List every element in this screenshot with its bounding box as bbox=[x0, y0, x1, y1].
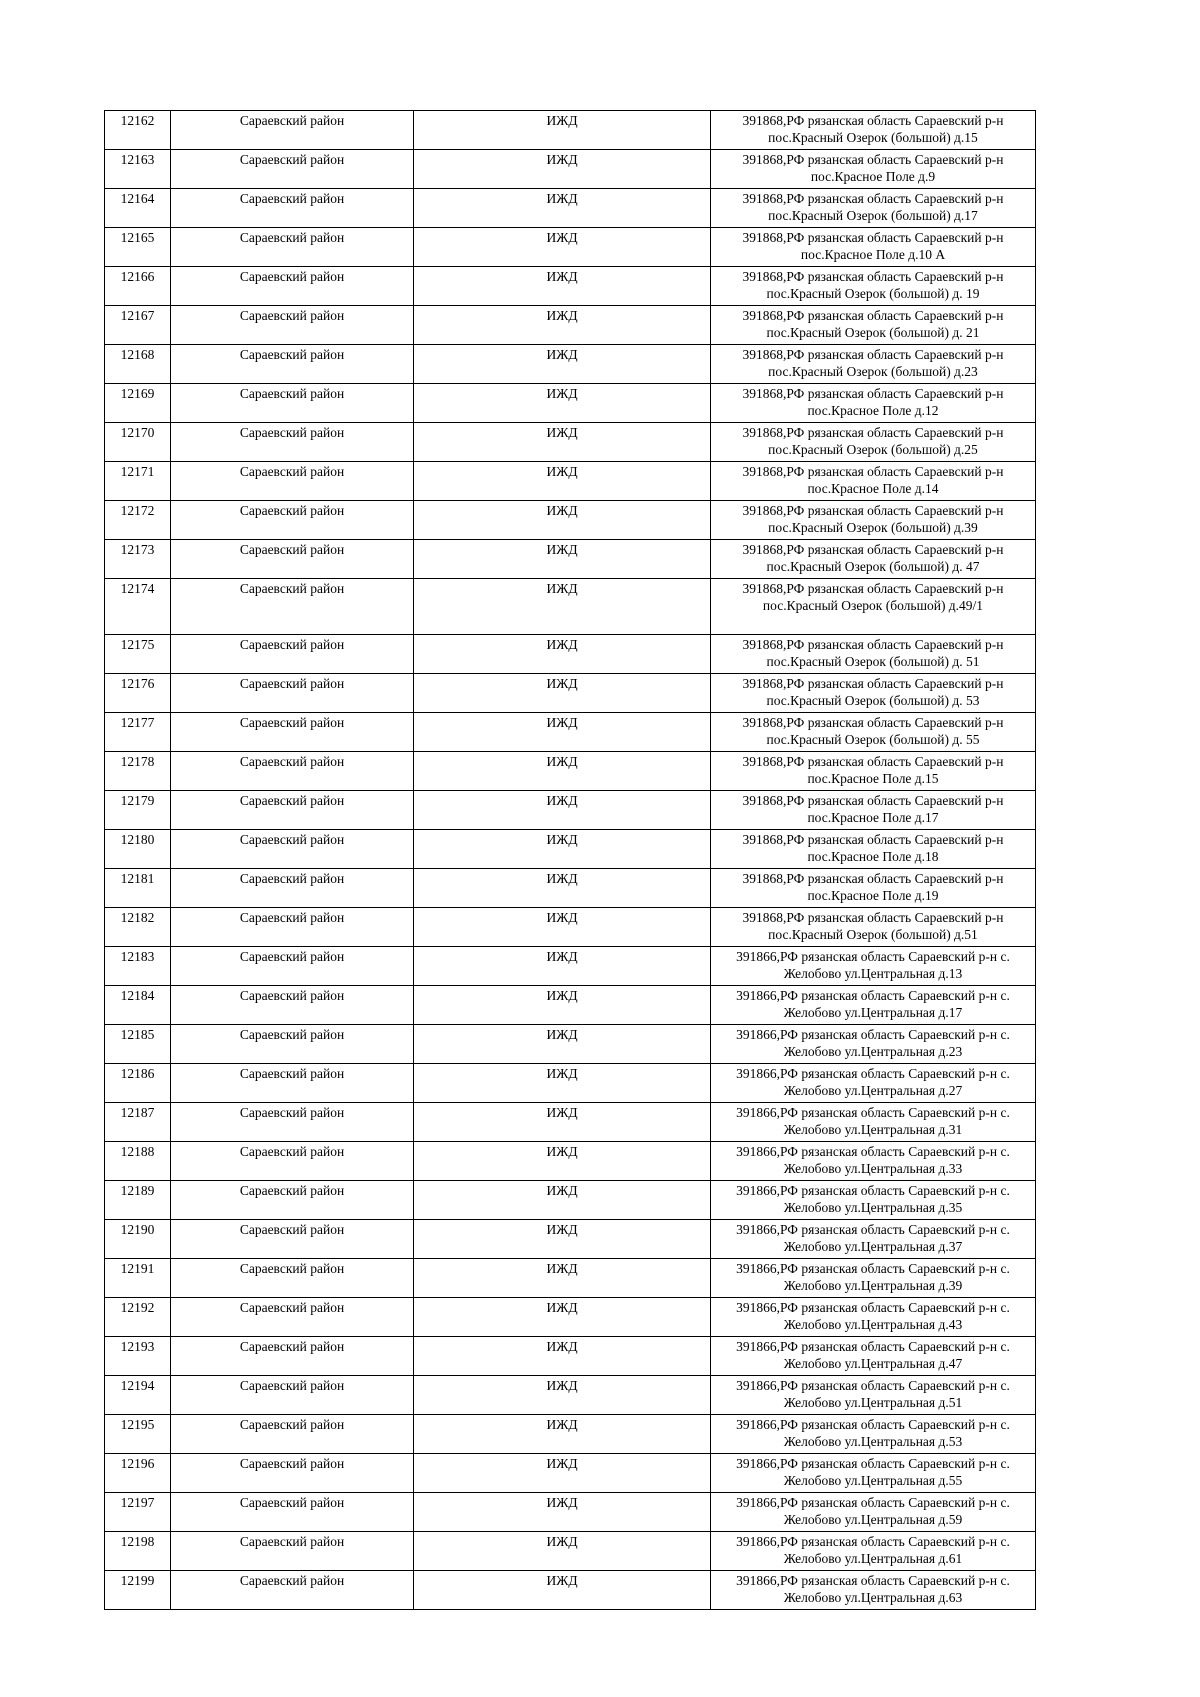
housing-type-cell: ИЖД bbox=[414, 674, 711, 713]
row-number-cell: 12184 bbox=[105, 986, 171, 1025]
housing-type-cell: ИЖД bbox=[414, 713, 711, 752]
district-cell: Сараевский район bbox=[171, 713, 414, 752]
table-row bbox=[105, 674, 1036, 713]
housing-type-cell: ИЖД bbox=[414, 1181, 711, 1220]
housing-type-cell: ИЖД bbox=[414, 830, 711, 869]
row-number-cell: 12188 bbox=[105, 1142, 171, 1181]
housing-type-cell: ИЖД bbox=[414, 986, 711, 1025]
district-cell: Сараевский район bbox=[171, 540, 414, 579]
district-cell: Сараевский район bbox=[171, 228, 414, 267]
row-number-cell: 12197 bbox=[105, 1493, 171, 1532]
district-cell: Сараевский район bbox=[171, 1376, 414, 1415]
row-number-cell: 12194 bbox=[105, 1376, 171, 1415]
table-row bbox=[105, 1298, 1036, 1337]
housing-type-cell: ИЖД bbox=[414, 635, 711, 674]
table-row bbox=[105, 1103, 1036, 1142]
district-cell: Сараевский район bbox=[171, 1298, 414, 1337]
table-row bbox=[105, 713, 1036, 752]
address-cell: 391868,РФ рязанская область Сараевский р-н пос.Красный Озерок (большой) д.15 bbox=[711, 111, 1036, 150]
district-cell: Сараевский район bbox=[171, 423, 414, 462]
row-number-cell: 12199 bbox=[105, 1571, 171, 1610]
table-row bbox=[105, 1571, 1036, 1610]
district-cell: Сараевский район bbox=[171, 267, 414, 306]
district-cell: Сараевский район bbox=[171, 1415, 414, 1454]
district-cell: Сараевский район bbox=[171, 1025, 414, 1064]
row-number-cell: 12198 bbox=[105, 1532, 171, 1571]
table-row bbox=[105, 462, 1036, 501]
row-number-cell: 12192 bbox=[105, 1298, 171, 1337]
address-cell: 391868,РФ рязанская область Сараевский р-н пос.Красный Озерок (большой) д.49/1 bbox=[711, 579, 1036, 635]
row-number-cell: 12168 bbox=[105, 345, 171, 384]
district-cell: Сараевский район bbox=[171, 579, 414, 635]
housing-type-cell: ИЖД bbox=[414, 1337, 711, 1376]
address-cell: 391866,РФ рязанская область Сараевский р-н с. Желобово ул.Центральная д.23 bbox=[711, 1025, 1036, 1064]
housing-type-cell: ИЖД bbox=[414, 1220, 711, 1259]
district-cell: Сараевский район bbox=[171, 1142, 414, 1181]
housing-type-cell: ИЖД bbox=[414, 1103, 711, 1142]
housing-type-cell: ИЖД bbox=[414, 752, 711, 791]
address-cell: 391868,РФ рязанская область Сараевский р-н пос.Красный Озерок (большой) д. 55 bbox=[711, 713, 1036, 752]
table-row bbox=[105, 501, 1036, 540]
district-cell: Сараевский район bbox=[171, 1493, 414, 1532]
row-number-cell: 12193 bbox=[105, 1337, 171, 1376]
table-row bbox=[105, 150, 1036, 189]
housing-type-cell: ИЖД bbox=[414, 1025, 711, 1064]
table-row bbox=[105, 791, 1036, 830]
address-cell: 391866,РФ рязанская область Сараевский р-н с. Желобово ул.Центральная д.39 bbox=[711, 1259, 1036, 1298]
address-cell: 391868,РФ рязанская область Сараевский р-н пос.Красное Поле д.12 bbox=[711, 384, 1036, 423]
table-row bbox=[105, 1415, 1036, 1454]
address-cell: 391866,РФ рязанская область Сараевский р-н с. Желобово ул.Центральная д.27 bbox=[711, 1064, 1036, 1103]
address-cell: 391866,РФ рязанская область Сараевский р-н с. Желобово ул.Центральная д.31 bbox=[711, 1103, 1036, 1142]
address-cell: 391866,РФ рязанская область Сараевский р-н с. Желобово ул.Центральная д.51 bbox=[711, 1376, 1036, 1415]
table-row bbox=[105, 1337, 1036, 1376]
row-number-cell: 12191 bbox=[105, 1259, 171, 1298]
table-row bbox=[105, 1454, 1036, 1493]
district-cell: Сараевский район bbox=[171, 384, 414, 423]
district-cell: Сараевский район bbox=[171, 1220, 414, 1259]
row-number-cell: 12164 bbox=[105, 189, 171, 228]
address-cell: 391866,РФ рязанская область Сараевский р-н с. Желобово ул.Центральная д.13 bbox=[711, 947, 1036, 986]
table-row bbox=[105, 1142, 1036, 1181]
housing-type-cell: ИЖД bbox=[414, 423, 711, 462]
address-cell: 391868,РФ рязанская область Сараевский р-н пос.Красное Поле д.17 bbox=[711, 791, 1036, 830]
district-cell: Сараевский район bbox=[171, 752, 414, 791]
row-number-cell: 12169 bbox=[105, 384, 171, 423]
housing-type-cell: ИЖД bbox=[414, 384, 711, 423]
table-row bbox=[105, 1181, 1036, 1220]
document-page bbox=[104, 110, 1036, 1610]
housing-type-cell: ИЖД bbox=[414, 1376, 711, 1415]
table-body bbox=[105, 111, 1036, 1610]
address-cell: 391868,РФ рязанская область Сараевский р-н пос.Красный Озерок (большой) д. 53 bbox=[711, 674, 1036, 713]
district-cell: Сараевский район bbox=[171, 791, 414, 830]
table-row bbox=[105, 1259, 1036, 1298]
housing-type-cell: ИЖД bbox=[414, 869, 711, 908]
district-cell: Сараевский район bbox=[171, 1103, 414, 1142]
housing-type-cell: ИЖД bbox=[414, 947, 711, 986]
housing-type-cell: ИЖД bbox=[414, 1571, 711, 1610]
housing-type-cell: ИЖД bbox=[414, 1298, 711, 1337]
district-cell: Сараевский район bbox=[171, 1259, 414, 1298]
table-row bbox=[105, 908, 1036, 947]
table-row bbox=[105, 579, 1036, 635]
district-cell: Сараевский район bbox=[171, 1181, 414, 1220]
housing-type-cell: ИЖД bbox=[414, 908, 711, 947]
row-number-cell: 12170 bbox=[105, 423, 171, 462]
table-row bbox=[105, 423, 1036, 462]
row-number-cell: 12187 bbox=[105, 1103, 171, 1142]
row-number-cell: 12162 bbox=[105, 111, 171, 150]
housing-type-cell: ИЖД bbox=[414, 1259, 711, 1298]
table-row bbox=[105, 635, 1036, 674]
row-number-cell: 12167 bbox=[105, 306, 171, 345]
address-cell: 391868,РФ рязанская область Сараевский р-н пос.Красный Озерок (большой) д.23 bbox=[711, 345, 1036, 384]
district-cell: Сараевский район bbox=[171, 1571, 414, 1610]
district-cell: Сараевский район bbox=[171, 462, 414, 501]
row-number-cell: 12174 bbox=[105, 579, 171, 635]
housing-type-cell: ИЖД bbox=[414, 501, 711, 540]
housing-type-cell: ИЖД bbox=[414, 1064, 711, 1103]
housing-type-cell: ИЖД bbox=[414, 345, 711, 384]
row-number-cell: 12179 bbox=[105, 791, 171, 830]
row-number-cell: 12171 bbox=[105, 462, 171, 501]
table-row bbox=[105, 540, 1036, 579]
address-cell: 391866,РФ рязанская область Сараевский р-н с. Желобово ул.Центральная д.55 bbox=[711, 1454, 1036, 1493]
housing-type-cell: ИЖД bbox=[414, 791, 711, 830]
district-cell: Сараевский район bbox=[171, 908, 414, 947]
row-number-cell: 12186 bbox=[105, 1064, 171, 1103]
row-number-cell: 12177 bbox=[105, 713, 171, 752]
housing-type-cell: ИЖД bbox=[414, 1493, 711, 1532]
address-cell: 391868,РФ рязанская область Сараевский р-н пос.Красный Озерок (большой) д. 19 bbox=[711, 267, 1036, 306]
row-number-cell: 12185 bbox=[105, 1025, 171, 1064]
district-cell: Сараевский район bbox=[171, 830, 414, 869]
address-cell: 391866,РФ рязанская область Сараевский р-н с. Желобово ул.Центральная д.59 bbox=[711, 1493, 1036, 1532]
row-number-cell: 12195 bbox=[105, 1415, 171, 1454]
district-cell: Сараевский район bbox=[171, 345, 414, 384]
district-cell: Сараевский район bbox=[171, 674, 414, 713]
address-cell: 391866,РФ рязанская область Сараевский р-н с. Желобово ул.Центральная д.33 bbox=[711, 1142, 1036, 1181]
housing-type-cell: ИЖД bbox=[414, 462, 711, 501]
table-row bbox=[105, 228, 1036, 267]
address-cell: 391868,РФ рязанская область Сараевский р-н пос.Красное Поле д.19 bbox=[711, 869, 1036, 908]
property-table bbox=[104, 110, 1036, 1610]
district-cell: Сараевский район bbox=[171, 501, 414, 540]
table-row bbox=[105, 1220, 1036, 1259]
row-number-cell: 12189 bbox=[105, 1181, 171, 1220]
row-number-cell: 12175 bbox=[105, 635, 171, 674]
row-number-cell: 12180 bbox=[105, 830, 171, 869]
district-cell: Сараевский район bbox=[171, 306, 414, 345]
address-cell: 391868,РФ рязанская область Сараевский р-н пос.Красное Поле д.9 bbox=[711, 150, 1036, 189]
table-row bbox=[105, 384, 1036, 423]
address-cell: 391868,РФ рязанская область Сараевский р-н пос.Красный Озерок (большой) д.17 bbox=[711, 189, 1036, 228]
district-cell: Сараевский район bbox=[171, 189, 414, 228]
address-cell: 391866,РФ рязанская область Сараевский р-н с. Желобово ул.Центральная д.47 bbox=[711, 1337, 1036, 1376]
table-row bbox=[105, 986, 1036, 1025]
housing-type-cell: ИЖД bbox=[414, 189, 711, 228]
address-cell: 391868,РФ рязанская область Сараевский р-н пос.Красный Озерок (большой) д. 47 bbox=[711, 540, 1036, 579]
address-cell: 391868,РФ рязанская область Сараевский р-н пос.Красный Озерок (большой) д.39 bbox=[711, 501, 1036, 540]
district-cell: Сараевский район bbox=[171, 986, 414, 1025]
address-cell: 391868,РФ рязанская область Сараевский р-н пос.Красный Озерок (большой) д.25 bbox=[711, 423, 1036, 462]
address-cell: 391866,РФ рязанская область Сараевский р-н с. Желобово ул.Центральная д.37 bbox=[711, 1220, 1036, 1259]
row-number-cell: 12173 bbox=[105, 540, 171, 579]
table-row bbox=[105, 830, 1036, 869]
row-number-cell: 12176 bbox=[105, 674, 171, 713]
district-cell: Сараевский район bbox=[171, 111, 414, 150]
housing-type-cell: ИЖД bbox=[414, 1415, 711, 1454]
district-cell: Сараевский район bbox=[171, 869, 414, 908]
housing-type-cell: ИЖД bbox=[414, 228, 711, 267]
row-number-cell: 12182 bbox=[105, 908, 171, 947]
row-number-cell: 12165 bbox=[105, 228, 171, 267]
housing-type-cell: ИЖД bbox=[414, 306, 711, 345]
address-cell: 391868,РФ рязанская область Сараевский р-н пос.Красное Поле д.10 А bbox=[711, 228, 1036, 267]
district-cell: Сараевский район bbox=[171, 1337, 414, 1376]
address-cell: 391866,РФ рязанская область Сараевский р-н с. Желобово ул.Центральная д.63 bbox=[711, 1571, 1036, 1610]
table-row bbox=[105, 1025, 1036, 1064]
address-cell: 391866,РФ рязанская область Сараевский р-н с. Желобово ул.Центральная д.53 bbox=[711, 1415, 1036, 1454]
row-number-cell: 12196 bbox=[105, 1454, 171, 1493]
table-row bbox=[105, 111, 1036, 150]
table-row bbox=[105, 306, 1036, 345]
address-cell: 391868,РФ рязанская область Сараевский р-н пос.Красный Озерок (большой) д. 21 bbox=[711, 306, 1036, 345]
address-cell: 391866,РФ рязанская область Сараевский р-н с. Желобово ул.Центральная д.43 bbox=[711, 1298, 1036, 1337]
housing-type-cell: ИЖД bbox=[414, 111, 711, 150]
row-number-cell: 12172 bbox=[105, 501, 171, 540]
table-row bbox=[105, 1064, 1036, 1103]
table-row bbox=[105, 869, 1036, 908]
district-cell: Сараевский район bbox=[171, 1064, 414, 1103]
housing-type-cell: ИЖД bbox=[414, 1454, 711, 1493]
row-number-cell: 12166 bbox=[105, 267, 171, 306]
address-cell: 391866,РФ рязанская область Сараевский р-н с. Желобово ул.Центральная д.35 bbox=[711, 1181, 1036, 1220]
row-number-cell: 12190 bbox=[105, 1220, 171, 1259]
housing-type-cell: ИЖД bbox=[414, 1142, 711, 1181]
table-row bbox=[105, 1493, 1036, 1532]
address-cell: 391868,РФ рязанская область Сараевский р-н пос.Красный Озерок (большой) д. 51 bbox=[711, 635, 1036, 674]
address-cell: 391868,РФ рязанская область Сараевский р-н пос.Красное Поле д.18 bbox=[711, 830, 1036, 869]
address-cell: 391866,РФ рязанская область Сараевский р-н с. Желобово ул.Центральная д.61 bbox=[711, 1532, 1036, 1571]
row-number-cell: 12181 bbox=[105, 869, 171, 908]
housing-type-cell: ИЖД bbox=[414, 540, 711, 579]
district-cell: Сараевский район bbox=[171, 150, 414, 189]
district-cell: Сараевский район bbox=[171, 947, 414, 986]
housing-type-cell: ИЖД bbox=[414, 267, 711, 306]
address-cell: 391868,РФ рязанская область Сараевский р-н пос.Красное Поле д.15 bbox=[711, 752, 1036, 791]
table-row bbox=[105, 345, 1036, 384]
row-number-cell: 12183 bbox=[105, 947, 171, 986]
housing-type-cell: ИЖД bbox=[414, 150, 711, 189]
table-row bbox=[105, 752, 1036, 791]
district-cell: Сараевский район bbox=[171, 1454, 414, 1493]
table-row bbox=[105, 267, 1036, 306]
row-number-cell: 12178 bbox=[105, 752, 171, 791]
district-cell: Сараевский район bbox=[171, 635, 414, 674]
housing-type-cell: ИЖД bbox=[414, 1532, 711, 1571]
row-number-cell: 12163 bbox=[105, 150, 171, 189]
table-row bbox=[105, 1532, 1036, 1571]
district-cell: Сараевский район bbox=[171, 1532, 414, 1571]
table-row bbox=[105, 1376, 1036, 1415]
address-cell: 391866,РФ рязанская область Сараевский р-н с. Желобово ул.Центральная д.17 bbox=[711, 986, 1036, 1025]
table-row bbox=[105, 189, 1036, 228]
housing-type-cell: ИЖД bbox=[414, 579, 711, 635]
table-row bbox=[105, 947, 1036, 986]
address-cell: 391868,РФ рязанская область Сараевский р-н пос.Красный Озерок (большой) д.51 bbox=[711, 908, 1036, 947]
address-cell: 391868,РФ рязанская область Сараевский р-н пос.Красное Поле д.14 bbox=[711, 462, 1036, 501]
